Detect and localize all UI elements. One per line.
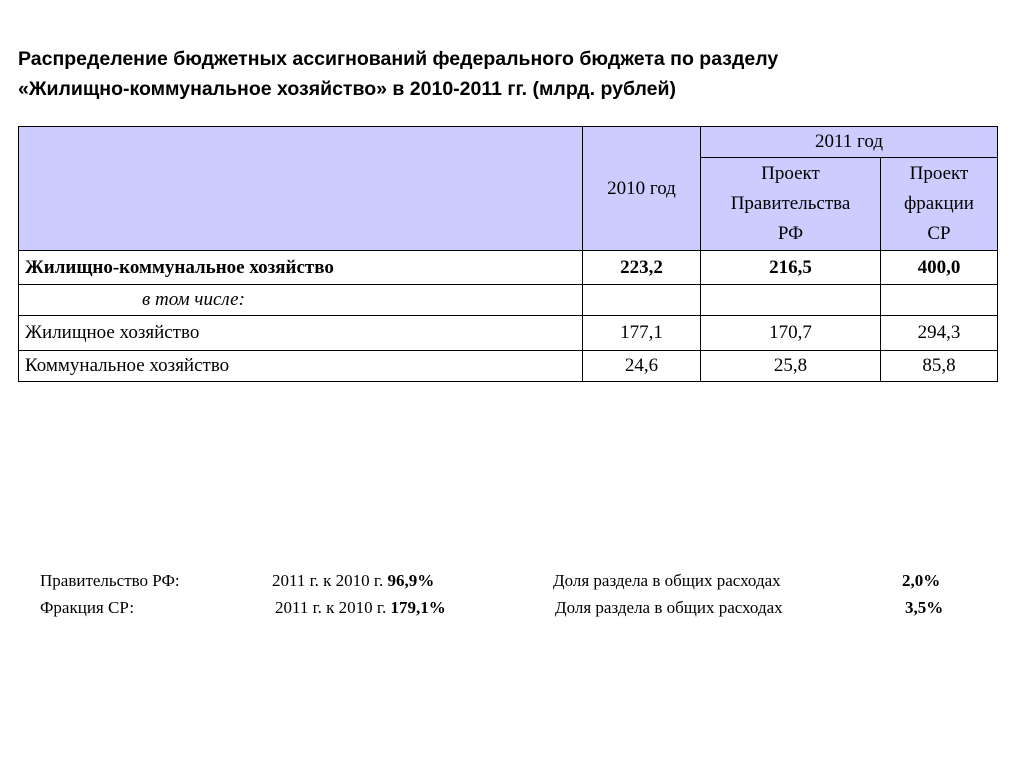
header-text: РФ (777, 223, 804, 244)
header-empty (19, 127, 583, 251)
header-sr-project (881, 158, 998, 251)
ratio-value: 179,1% (390, 598, 446, 617)
cell-2010: 223,2 (583, 251, 701, 285)
summary-sr-share-text: Доля раздела в общих расходах (555, 598, 783, 617)
header-text: фракции (904, 193, 974, 214)
header-gov-project (701, 158, 881, 251)
ratio-value: 96,9% (387, 571, 435, 590)
table-row (19, 285, 998, 316)
title-line-2: «Жилищно-коммунальное хозяйство» в 2010-2011 гг. (млрд. рублей) (18, 78, 676, 100)
row-name: Жилищное хозяйство (19, 316, 583, 351)
header-text: Проект (909, 163, 969, 184)
summary-gov-share-text: Доля раздела в общих расходах (553, 571, 781, 590)
row-name: в том числе: (19, 285, 583, 316)
header-text: СР (927, 223, 951, 244)
page-title (18, 44, 778, 104)
cell-2010 (583, 285, 701, 316)
cell-gov: 25,8 (701, 351, 881, 382)
table-row (19, 351, 998, 382)
cell-gov: 170,7 (701, 316, 881, 351)
cell-2010: 177,1 (583, 316, 701, 351)
summary-sr-label: Фракция СР: (40, 598, 135, 617)
cell-gov: 216,5 (701, 251, 881, 285)
cell-sr: 85,8 (881, 351, 998, 382)
header-text: Проект (761, 163, 820, 184)
cell-sr (881, 285, 998, 316)
summary-sr-share: 3,5% (905, 598, 944, 617)
cell-sr: 294,3 (881, 316, 998, 351)
cell-sr: 400,0 (881, 251, 998, 285)
table-row (19, 316, 998, 351)
row-name: Жилищно-коммунальное хозяйство (19, 251, 583, 285)
table-row (19, 251, 998, 285)
budget-table (18, 126, 998, 382)
summary-gov-label: Правительство РФ: (40, 571, 180, 590)
ratio-text: 2011 г. к 2010 г. (275, 598, 387, 617)
header-2010: 2010 год (583, 127, 701, 251)
summary-gov-ratio (272, 571, 434, 591)
summary-sr-ratio (275, 598, 446, 618)
title-line-1: Распределение бюджетных ассигнований федерального бюджета по разделу (18, 48, 779, 70)
ratio-text: 2011 г. к 2010 г. (272, 571, 384, 590)
summary-gov-share: 2,0% (902, 571, 941, 590)
header-2011: 2011 год (701, 127, 998, 158)
header-text: Правительства (730, 193, 851, 214)
row-name: Коммунальное хозяйство (19, 351, 583, 382)
cell-2010: 24,6 (583, 351, 701, 382)
cell-gov (701, 285, 881, 316)
